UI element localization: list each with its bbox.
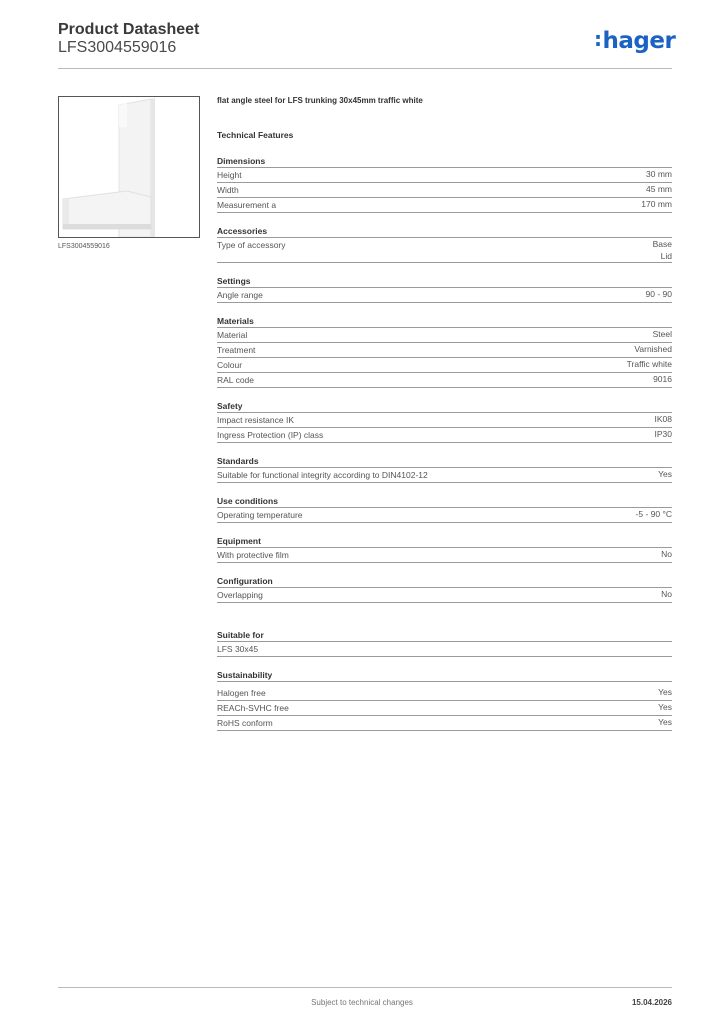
spec-value <box>658 701 672 715</box>
spec-value-item: 30 mm <box>646 169 672 179</box>
spec-value-item: 90 - 90 <box>645 289 672 299</box>
spec-row <box>217 373 672 388</box>
spec-row <box>217 588 672 603</box>
section-title: Sustainability <box>217 669 672 682</box>
spec-label: Ingress Protection (IP) class <box>217 430 324 440</box>
spec-label: LFS 30x45 <box>217 644 259 654</box>
spec-label: RAL code <box>217 375 255 385</box>
spec-value-item: -5 - 90 °C <box>635 509 672 519</box>
spec-value-item: Yes <box>658 717 672 727</box>
spec-label: Halogen free <box>217 688 266 698</box>
footer-note: Subject to technical changes <box>311 998 413 1007</box>
spec-value-item: Yes <box>658 702 672 712</box>
section-equipment <box>217 535 672 563</box>
product-image-drawing <box>59 97 199 237</box>
page-title: Product Datasheet <box>58 21 200 38</box>
spec-label: Colour <box>217 360 243 370</box>
spec-row <box>217 358 672 373</box>
spec-value-item: Steel <box>652 329 672 339</box>
spec-value-item: Yes <box>658 469 672 479</box>
technical-features-heading: Technical Features <box>217 130 294 140</box>
spec-value-item: 9016 <box>653 374 672 384</box>
spec-label: Height <box>217 170 242 180</box>
spec-label: Angle range <box>217 290 263 300</box>
section-suitable-for <box>217 629 672 657</box>
section-title: Suitable for <box>217 629 672 642</box>
spec-value <box>658 686 672 700</box>
section-title: Materials <box>217 315 672 328</box>
feature-sections <box>217 155 672 731</box>
section-sustainability <box>217 669 672 731</box>
spec-value <box>641 198 672 212</box>
spec-value-item: Traffic white <box>626 359 672 369</box>
spec-row <box>217 468 672 483</box>
section-use-conditions <box>217 495 672 523</box>
image-caption: LFS3004559016 <box>58 243 110 250</box>
section-title: Configuration <box>217 575 672 588</box>
section-accessories <box>217 225 672 263</box>
spec-value <box>634 343 672 357</box>
spec-label: Suitable for functional integrity according to DIN4102-12 <box>217 470 428 480</box>
spec-value-item: Lid <box>660 251 672 261</box>
spec-value <box>646 168 672 182</box>
spec-value <box>661 548 672 562</box>
product-image <box>58 96 200 238</box>
spec-row <box>217 288 672 303</box>
section-materials <box>217 315 672 388</box>
spec-row <box>217 716 672 731</box>
spec-row <box>217 198 672 213</box>
footer-date: 15.04.2026 <box>631 998 672 1007</box>
spec-row <box>217 238 672 263</box>
spec-value-item: Base <box>652 239 672 249</box>
section-title: Standards <box>217 455 672 468</box>
spec-value-item: 45 mm <box>646 184 672 194</box>
spec-label: With protective film <box>217 550 289 560</box>
spec-value <box>653 238 672 262</box>
section-safety <box>217 400 672 443</box>
product-code: LFS3004559016 <box>58 39 177 56</box>
spec-label: REACh-SVHC free <box>217 703 289 713</box>
spec-value <box>661 588 672 602</box>
section-standards <box>217 455 672 483</box>
section-title: Dimensions <box>217 155 672 168</box>
datasheet-content <box>217 95 672 731</box>
section-title: Settings <box>217 275 672 288</box>
section-settings <box>217 275 672 303</box>
logo-text: hager <box>602 28 676 54</box>
spec-value-item: Yes <box>658 687 672 697</box>
hager-logo: :hager <box>594 27 676 54</box>
spec-value-item: IK08 <box>654 414 672 424</box>
section-dimensions <box>217 155 672 213</box>
spec-value-item: 170 mm <box>641 199 672 209</box>
spec-label: RoHS conform <box>217 718 273 728</box>
section-title: Use conditions <box>217 495 672 508</box>
spec-value <box>646 183 672 197</box>
spec-value <box>658 468 672 482</box>
spec-row <box>217 168 672 183</box>
section-title: Equipment <box>217 535 672 548</box>
section-title: Safety <box>217 400 672 413</box>
spec-row <box>217 701 672 716</box>
spec-value-item: No <box>661 589 672 599</box>
spec-value <box>646 288 672 302</box>
spec-row <box>217 686 672 701</box>
spec-value <box>655 428 673 442</box>
spec-value <box>653 373 672 387</box>
spec-label: Treatment <box>217 345 256 355</box>
spec-label: Impact resistance IK <box>217 415 295 425</box>
spec-value-item: Varnished <box>634 344 672 354</box>
spec-value <box>658 716 672 730</box>
product-description: flat angle steel for LFS trunking 30x45mm traffic white <box>217 96 423 105</box>
spec-row <box>217 328 672 343</box>
spec-value-item: No <box>661 549 672 559</box>
spec-row <box>217 343 672 358</box>
spec-value <box>655 413 673 427</box>
spec-value <box>636 508 672 522</box>
spec-row <box>217 548 672 563</box>
section-configuration <box>217 575 672 603</box>
spec-value-item: IP30 <box>654 429 672 439</box>
header-divider <box>58 68 672 69</box>
spec-label: Type of accessory <box>217 240 286 250</box>
spec-row <box>217 642 672 657</box>
spec-label: Measurement a <box>217 200 277 210</box>
spec-row <box>217 413 672 428</box>
spec-label: Material <box>217 330 248 340</box>
spec-row <box>217 428 672 443</box>
spec-label: Operating temperature <box>217 510 303 520</box>
spec-row <box>217 508 672 523</box>
spec-value <box>653 328 672 342</box>
section-title: Accessories <box>217 225 672 238</box>
spec-value <box>627 358 672 372</box>
spec-row <box>217 183 672 198</box>
spec-label: Overlapping <box>217 590 263 600</box>
footer-divider <box>58 987 672 988</box>
spec-label: Width <box>217 185 239 195</box>
